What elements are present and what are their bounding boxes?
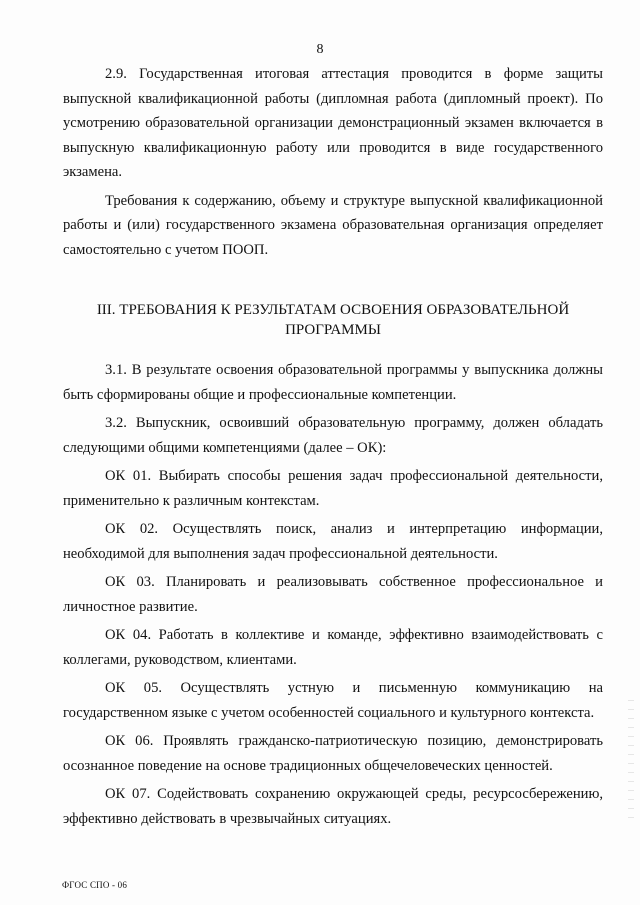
- paragraph-2-9: 2.9. Государственная итоговая аттестация проводится в форме защиты выпускной квалификационной работы (дипломная работа (дипломный проект). По усмотрению образовательной организации демонстрационный экзамен включается в выпускную квалификационную работу или проводится в виде государственного экзамена.: [63, 66, 603, 180]
- competency-ok-03: ОК 03. Планировать и реализовывать собственное профессиональное и личностное развитие.: [63, 574, 603, 615]
- competency-ok-05: ОК 05. Осуществлять устную и письменную коммуникацию на государственном языке с учетом особенностей социального и культурного контекста.: [63, 680, 603, 721]
- competency-ok-04: ОК 04. Работать в коллективе и команде, эффективно взаимодействовать с коллегами, руководством, клиентами.: [63, 627, 603, 668]
- section-heading-line2: ПРОГРАММЫ: [285, 322, 381, 338]
- paragraph-3-2: 3.2. Выпускник, освоивший образовательную программу, должен обладать следующими общими компетенциями (далее – ОК):: [63, 415, 603, 456]
- section-3-body: [63, 358, 603, 831]
- section-heading-line1: III. ТРЕБОВАНИЯ К РЕЗУЛЬТАТАМ ОСВОЕНИЯ ОБРАЗОВАТЕЛЬНОЙ: [96, 302, 570, 318]
- paragraph-3-1: 3.1. В результате освоения образовательной программы у выпускника должны быть сформированы общие и профессиональные компетенции.: [63, 362, 603, 403]
- competency-ok-02: ОК 02. Осуществлять поиск, анализ и интерпретацию информации, необходимой для выполнения задач профессиональной деятельности.: [63, 521, 603, 562]
- paragraph-requirements: Требования к содержанию, объему и структуре выпускной квалификационной работы и (или) государственного экзамена образовательная организация определяет самостоятельно с учетом ПООП.: [63, 192, 603, 258]
- competency-ok-06: ОК 06. Проявлять гражданско-патриотическую позицию, демонстрировать осознанное поведение на основе традиционных общечеловеческих ценностей.: [63, 733, 603, 774]
- competency-ok-01: ОК 01. Выбирать способы решения задач профессиональной деятельности, применительно к различным контекстам.: [63, 468, 603, 509]
- scan-edge-specks: [628, 700, 634, 820]
- footer-code: ФГОС СПО - 06: [62, 880, 128, 890]
- section-2-9: [63, 62, 603, 262]
- page-number: 8: [316, 42, 324, 57]
- competency-ok-07: ОК 07. Содействовать сохранению окружающей среды, ресурсосбережению, эффективно действовать в чрезвычайных ситуациях.: [63, 786, 603, 827]
- section-heading: [63, 300, 603, 340]
